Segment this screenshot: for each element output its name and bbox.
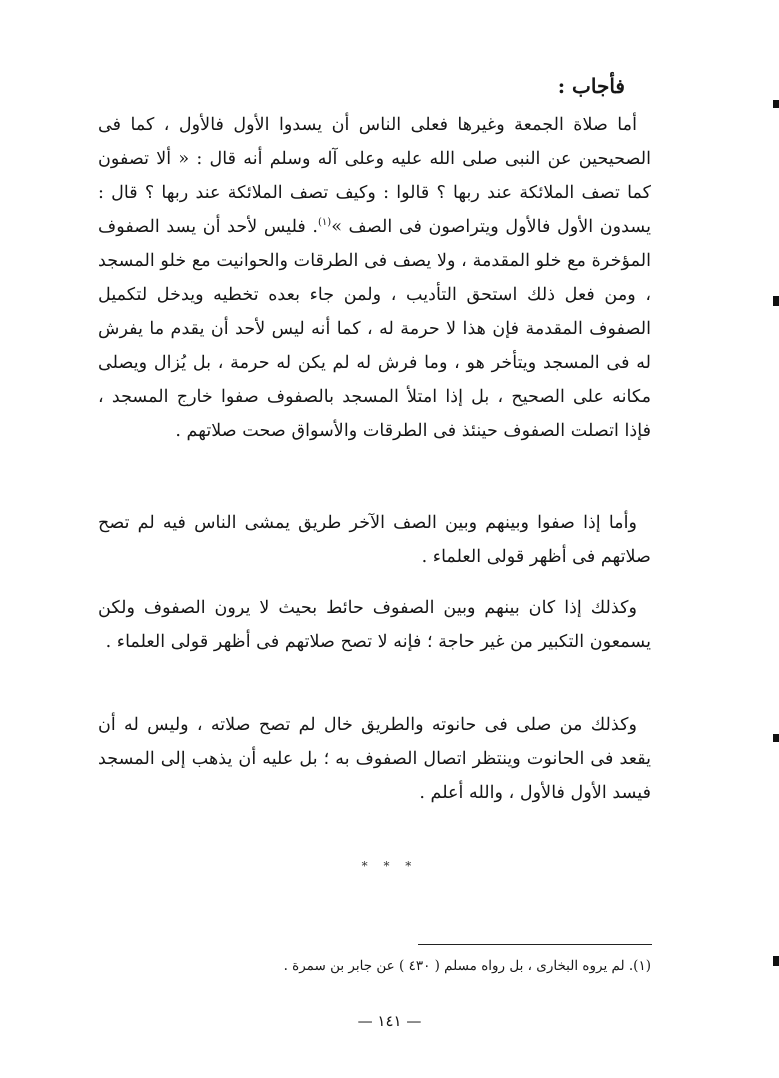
paragraph-2 [98, 506, 651, 574]
paragraph-4 [98, 708, 651, 810]
section-separator: * * * [361, 859, 418, 873]
footnote-reference[interactable]: (١) [318, 217, 332, 229]
paragraph-2-text: وأما إذا صفوا وبينهم وبين الصف الآخر طريق يمشى الناس فيه لم تصح صلاتهم فى أظهر قولى العلماء . [98, 513, 651, 567]
paragraph-3-text: وكذلك إذا كان بينهم وبين الصفوف حائط بحيث لا يرون الصفوف ولكن يسمعون التكبير من غير حاجة ؛ فإنه لا تصح صلاتهم فى أظهر قولى العلماء . [98, 598, 651, 652]
footnote-text: (١). لم يروه البخارى ، بل رواه مسلم ( ٤٣٠ ) عن جابر بن سمرة . [283, 958, 651, 974]
scan-edge-mark [773, 734, 779, 742]
scan-edge-mark [773, 296, 779, 306]
paragraph-3 [98, 591, 651, 659]
paragraph-1 [98, 108, 651, 448]
paragraph-4-text: وكذلك من صلى فى حانوته والطريق خال لم تصح صلاته ، وليس له أن يقعد فى الحانوت وينتظر اتصال الصفوف به ؛ بل عليه أن يذهب إلى المسجد فيسد الأول فالأول ، والله أعلم . [98, 715, 651, 803]
paragraph-1-continuation: . فليس لأحد أن يسد الصفوف المؤخرة مع خلو المقدمة ، ولا يصف فى الطرقات والحوانيت مع خلو المسجد ، ومن فعل ذلك استحق التأديب ، ولمن جاء بعده تخطيه ويدخل لتكميل الصفوف المقدمة فإن هذا لا حرمة له ، كما أنه ليس لأحد أن يقدم ما يفرش له فى المسجد ويتأخر هو ، وما فرش له لم يكن له حرمة ، بل يُزال ويصلى مكانه على الصحيح ، بل إذا امتلأ المسجد بالصفوف صفوا خارج المسجد ، فإذا اتصلت الصفوف حينئذ فى الطرقات والأسواق صحت صلاتهم . [98, 217, 651, 441]
paragraph-1-text: أما صلاة الجمعة وغيرها فعلى الناس أن يسدوا الأول فالأول ، كما فى الصحيحين عن النبى صلى الله عليه وعلى آله وسلم أنه قال : « ألا تصفون كما تصف الملائكة عند ربها ؟ قالوا : وكيف تصف الملائكة عند ربها ؟ قال : يسدون الأول فالأول ويتراصون فى الصف » [98, 115, 652, 237]
footnote-divider [418, 944, 652, 945]
page-number: — ١٤١ — [357, 1012, 422, 1030]
scan-edge-mark [773, 956, 779, 966]
answer-heading: فأجاب : [557, 74, 625, 98]
scan-edge-mark [773, 100, 779, 108]
